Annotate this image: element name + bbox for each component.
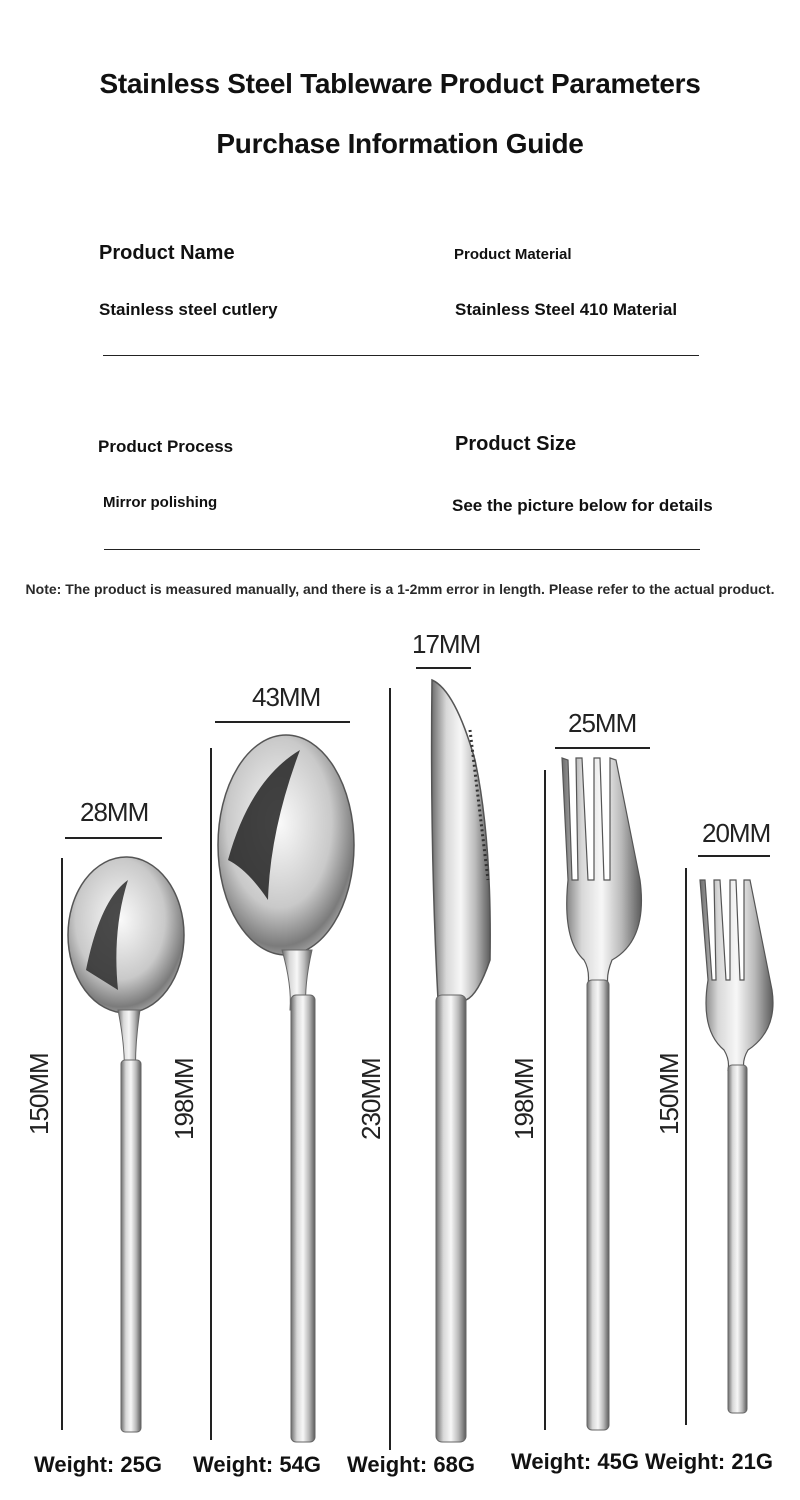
page-subtitle: Purchase Information Guide (216, 128, 584, 159)
product-process-label: Product Process (98, 437, 234, 456)
weight-salad-fork: Weight: 21G (645, 1449, 773, 1474)
teaspoon-length: 150MM (24, 1053, 54, 1135)
product-material-value: Stainless Steel 410 Material (455, 300, 678, 319)
salad-fork-length: 150MM (654, 1053, 684, 1135)
measurement-note: Note: The product is measured manually, and there is a 1-2mm error in length. Please refer to the actual product. (25, 581, 775, 597)
teaspoon-length-right: 198MM (169, 1058, 199, 1140)
page-title: Stainless Steel Tableware Product Parameters (99, 68, 701, 99)
product-name-value: Stainless steel cutlery (99, 300, 278, 319)
weight-teaspoon: Weight: 25G (34, 1452, 162, 1477)
weight-knife: Weight: 68G (347, 1452, 475, 1477)
weight-dinner-fork: Weight: 45G (511, 1449, 639, 1474)
dinner-spoon (211, 682, 354, 1442)
knife-length: 230MM (356, 1058, 386, 1140)
weight-dinner-spoon: Weight: 54G (193, 1452, 321, 1477)
product-size-value: See the picture below for details (452, 496, 713, 515)
dinner-fork-length: 198MM (509, 1058, 539, 1140)
teaspoon-width: 28MM (80, 797, 149, 827)
product-material-label: Product Material (454, 246, 572, 263)
product-process-value: Mirror polishing (103, 494, 218, 511)
salad-fork (654, 818, 773, 1425)
knife-width: 17MM (412, 629, 481, 659)
product-name-label: Product Name (99, 242, 235, 264)
product-size-label: Product Size (455, 433, 577, 455)
dinner-fork (509, 708, 650, 1430)
dinner-spoon-width: 43MM (252, 682, 321, 712)
dinner-fork-width: 25MM (568, 708, 637, 738)
teaspoon (24, 797, 199, 1432)
knife (356, 629, 490, 1450)
salad-fork-width: 20MM (702, 818, 771, 848)
